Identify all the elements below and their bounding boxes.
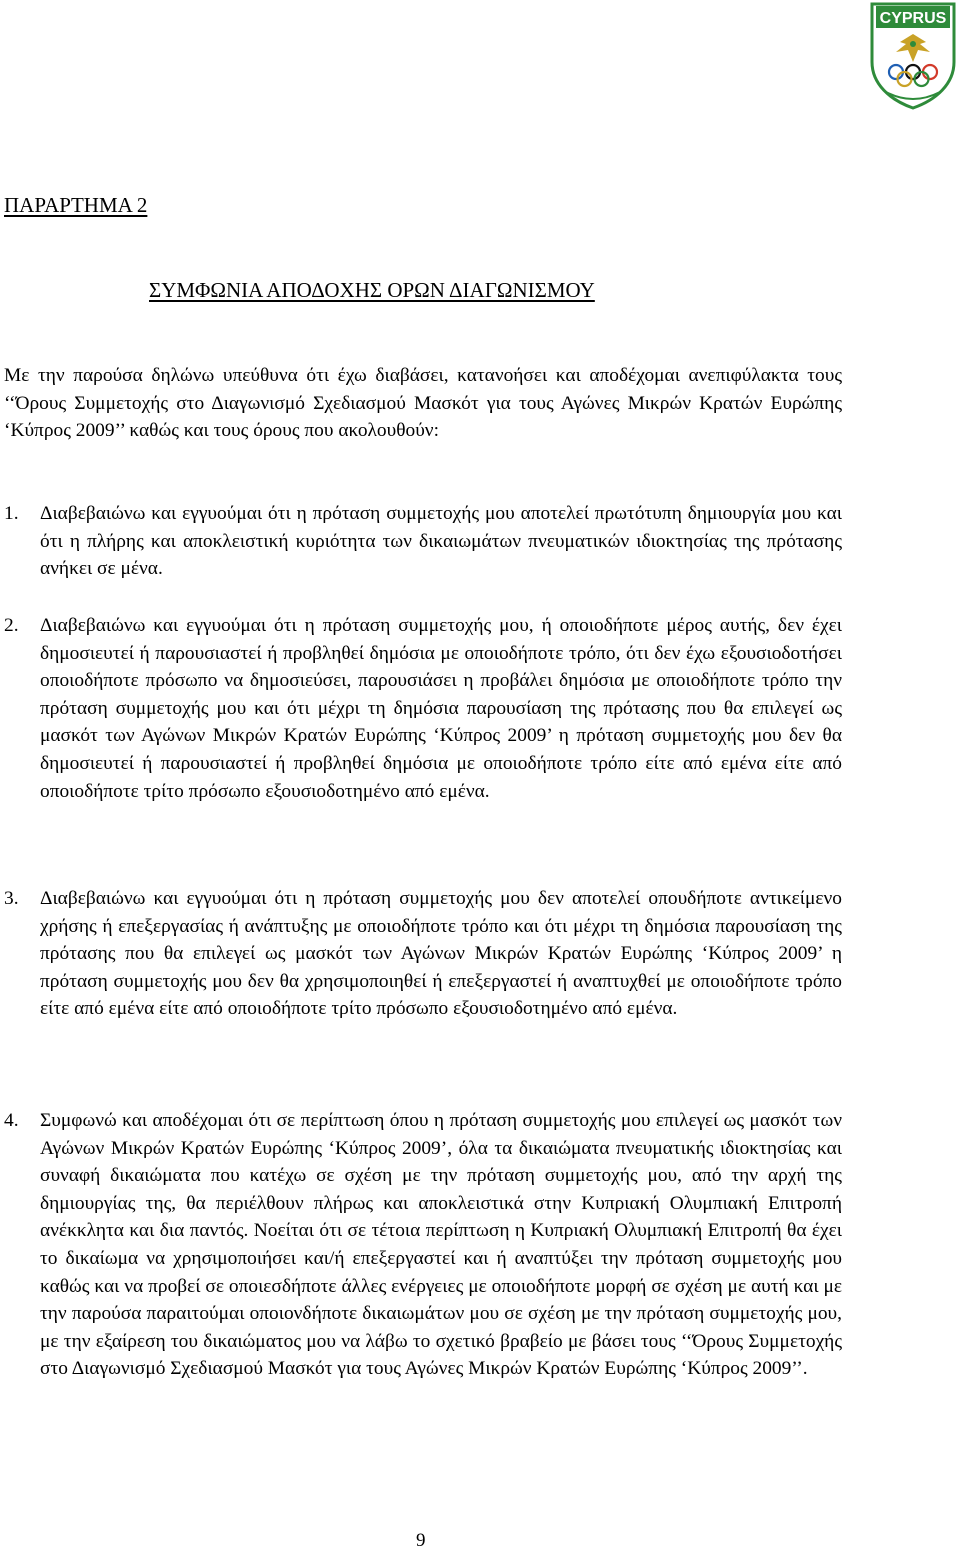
- clause-number: 1.: [4, 503, 19, 524]
- document-title: ΣΥΜΦΩΝΙΑ ΑΠΟΔΟΧΗΣ ΟΡΩΝ ΔΙΑΓΩΝΙΣΜΟΥ: [149, 278, 595, 302]
- clause-text: Διαβεβαιώνω και εγγυούμαι ότι η πρόταση συμμετοχής μου δεν αποτελεί οπουδήποτε αντικείμενο χρήσης ή επεξεργασίας ή ανάπτυξης με οποιοδήποτε τρόπο και ότι μέχρι τη δημόσια παρουσίαση της πρότασης που θα επιλεγεί ως μασκότ των Αγώνων Μικρών Κρατών Ευρώπης ‘Κύπρος 2009’ η πρόταση συμμετοχής μου δεν θα χρησιμοποιηθεί ή επεξεργαστεί ή αναπτυχθεί με οποιοδήποτε τρόπο είτε από εμένα είτε από οποιοδήποτε τρίτο πρόσωπο εξουσιοδοτημένο από εμένα.: [40, 888, 842, 1020]
- page-number: 9: [416, 1530, 426, 1551]
- clause-text: Διαβεβαιώνω και εγγυούμαι ότι η πρόταση συμμετοχής μου αποτελεί πρωτότυπη δημιουργία μου και ότι η πλήρης και αποκλειστική κυριότητα των δικαιωμάτων πνευματικών ιδιοκτησίας της πρότασης ανήκει σε μένα.: [40, 503, 842, 580]
- clause-text: Διαβεβαιώνω και εγγυούμαι ότι η πρόταση συμμετοχής μου, ή οποιοδήποτε μέρος αυτής, δεν έχει δημοσιευτεί ή παρουσιαστεί ή προβληθεί δημόσια με οποιοδήποτε τρόπο, ότι δεν έχω εξουσιοδοτήσει οποιοδήποτε πρόσωπο να δημοσιεύσει, παρουσιάσει η προβάλει δημόσια με οποιοδήποτε τρόπο την πρόταση συμμετοχής μου και ότι μέχρι τη δημόσια παρουσίαση της πρότασης που θα επιλεγεί ως μασκότ των Αγώνων Μικρών Κρατών Ευρώπης ‘Κύπρος 2009’ η πρόταση συμμετοχής μου δεν θα δημοσιευτεί ή παρουσιαστεί ή προβληθεί δημόσια με οποιοδήποτε τρόπο είτε από εμένα είτε από οποιοδήποτε τρίτο πρόσωπο εξουσιοδοτημένο από εμένα.: [40, 615, 842, 802]
- cyprus-olympic-emblem: [866, 0, 960, 110]
- clause-text: Συμφωνώ και αποδέχομαι ότι σε περίπτωση όπου η πρόταση συμμετοχής μου επιλεγεί ως μασκότ των Αγώνων Μικρών Κρατών Ευρώπης ‘Κύπρος 2009’, όλα τα δικαιώματα πνευματικής ιδιοκτησίας και συναφή δικαιώματα που κατέχω σε σχέση με την πρόταση συμμετοχής μου, από την αρχή της δημιουργίας της, θα περιέλθουν πλήρως και αποκλειστικά στην Κυπριακή Ολυμπιακή Επιτροπή ανέκκλητα και δια παντός. Νοείται ότι σε τέτοια περίπτωση η Κυπριακή Ολυμπιακή Επιτροπή θα έχει το δικαίωμα να χρησιμοποιήσει και/ή επεξεργαστεί και ή αναπτύξει την πρόταση συμμετοχής μου καθώς και να προβεί σε οποιεσδήποτε άλλες ενέργειες με οποιοδήποτε μορφή σε σχέση με αυτή και με την παρούσα παραιτούμαι οποιονδήποτε δικαιωμάτων μου σε σχέση με την πρόταση συμμετοχής μου, με την εξαίρεση του δικαιώματος μου να λάβω το σχετικό βραβείο με βάσει τους ‘‘Όρους Συμμετοχής στο Διαγωνισμό Σχεδιασμού Μασκότ για τους Αγώνες Μικρών Κρατών Ευρώπης ‘Κύπρος 2009’’.: [40, 1110, 842, 1380]
- intro-paragraph: Με την παρούσα δηλώνω υπεύθυνα ότι έχω διαβάσει, κατανοήσει και αποδέχομαι ανεπιφύλακτα τους ‘‘Όρους Συμμετοχής στο Διαγωνισμό Σχεδιασμού Μασκότ για τους Αγώνες Μικρών Κρατών Ευρώπης ‘Κύπρος 2009’’ καθώς και τους όρους που ακολουθούν:: [4, 365, 842, 442]
- clause-number: 4.: [4, 1110, 19, 1131]
- annex-heading: ΠΑΡΑΡΤΗΜΑ 2: [4, 193, 148, 217]
- clause-number: 2.: [4, 615, 19, 636]
- cyprus-olympic-logo: [866, 0, 960, 110]
- clause-1: [4, 500, 842, 583]
- clause-4: [4, 1107, 842, 1383]
- clause-3: [4, 885, 842, 1023]
- logo-text: CYPRUS: [879, 10, 947, 27]
- clause-2: [4, 612, 842, 805]
- clause-number: 3.: [4, 888, 19, 909]
